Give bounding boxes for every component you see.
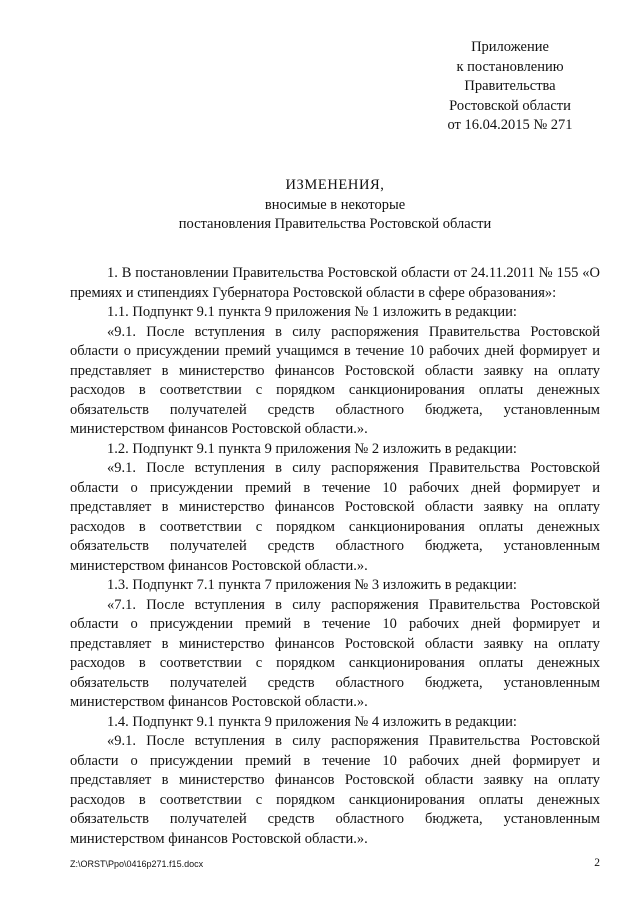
paragraph-quote-1-3: «7.1. После вступления в силу распоряжения Правительства Ростовской области о присуждении премий в течение 10 рабочих дней формирует и представляет в министерство финансов Ростовской области заявку на оплату расходов в соответствии с порядком санкционирования оплаты денежных обязательств получателей средств областного бюджета, установленным министерством финансов Ростовской области.». [70,596,600,710]
paragraph-item-1-4: 1.4. Подпункт 9.1 пункта 9 приложения № 4 изложить в редакции: [107,713,517,730]
document-heading [70,176,600,235]
paragraph-item-1-2: 1.2. Подпункт 9.1 пункта 9 приложения № 2 изложить в редакции: [107,440,517,457]
appendix-line: к постановлению [456,58,564,75]
paragraph-quote-1-2: «9.1. После вступления в силу распоряжения Правительства Ростовской области о присуждении премий в течение 10 рабочих дней формирует и представляет в министерство финансов Ростовской области заявку на оплату расходов в соответствии с порядком санкционирования оплаты денежных обязательств получателей средств областного бюджета, установленным министерством финансов Ростовской области.». [70,460,600,574]
document-body [70,264,600,849]
paragraph-item-1-1: 1.1. Подпункт 9.1 пункта 9 приложения № 1 изложить в редакции: [107,304,517,320]
appendix-line: Приложение [471,39,549,55]
appendix-note [420,38,600,136]
paragraph-quote-1-1: «9.1. После вступления в силу распоряжения Правительства Ростовской области о присуждении премий учащимся в течение 10 рабочих дней формирует и представляет в министерство финансов Ростовской области заявку на оплату расходов в соответствии с порядком санкционирования оплаты денежных обязательств получателей средств областного бюджета, установленным министерством финансов Ростовской области.». [70,323,600,437]
heading-subtitle: постановления Правительства Ростовской области [178,216,492,232]
paragraph-quote-1-4: «9.1. После вступления в силу распоряжения Правительства Ростовской области о присуждении премий в течение 10 рабочих дней формирует и представляет в министерство финансов Ростовской области заявку на оплату расходов в соответствии с порядком санкционирования оплаты денежных обязательств получателей средств областного бюджета, установленным министерством финансов Ростовской области.». [70,733,600,847]
footer-file-path: Z:\ORST\Ppo\0416p271.f15.docx [70,859,204,869]
heading-subtitle: вносимые в некоторые [264,196,406,213]
appendix-line: от 16.04.2015 № 271 [447,117,573,133]
appendix-line: Ростовской области [449,97,571,114]
heading-title: ИЗМЕНЕНИЯ, [285,177,385,193]
paragraph-intro: 1. В постановлении Правительства Ростовской области от 24.11.2011 № 155 «О премиях и стипендиях Губернатора Ростовской области в сфере образования»: [70,265,600,301]
appendix-line: Правительства [464,78,556,94]
paragraph-item-1-3: 1.3. Подпункт 7.1 пункта 7 приложения № 3 изложить в редакции: [107,577,517,593]
page-number: 2 [594,857,600,869]
